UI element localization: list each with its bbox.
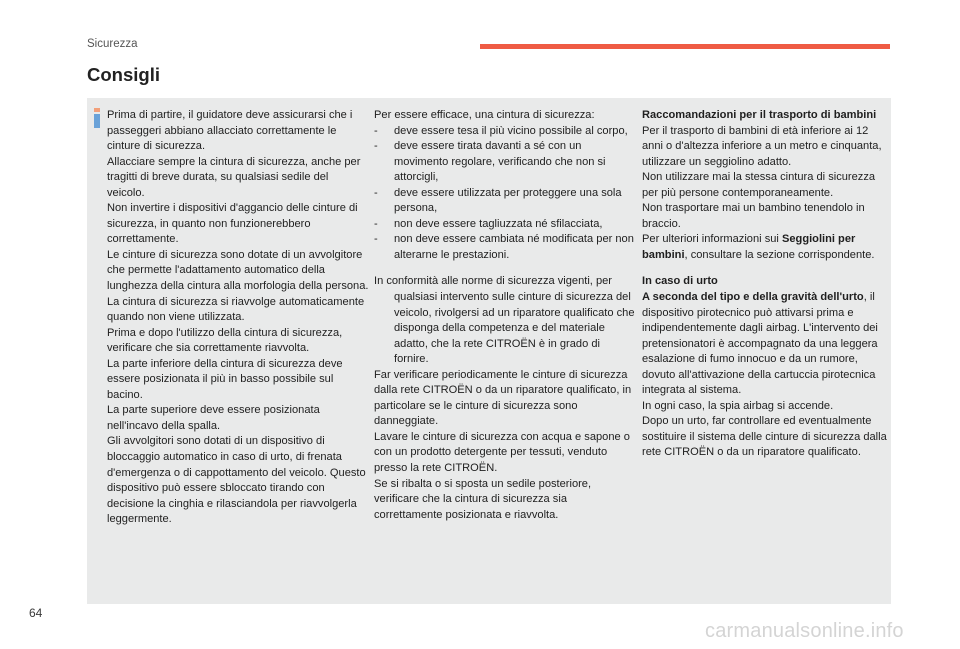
children-and-crash-column	[642, 108, 892, 461]
list-item	[374, 124, 636, 140]
header-accent-bar	[480, 44, 890, 49]
paragraph: Dopo un urto, far controllare ed eventualmente sostituire il sistema delle cinture di sicurezza dalla rete CITROËN o da un riparatore qualificato.	[642, 415, 887, 459]
list-item	[374, 217, 636, 233]
more-info-suffix: , consultare la sezione corrispondente.	[684, 248, 875, 261]
seatbelt-efficiency-column	[374, 108, 636, 523]
more-info-paragraph	[642, 232, 892, 263]
list-marker: -	[374, 124, 378, 137]
watermark: carmanualsonline.info	[705, 620, 904, 642]
paragraph: Non utilizzare mai la stessa cintura di sicurezza per più persone contemporaneamente.	[642, 171, 876, 199]
paragraph: Le cinture di sicurezza sono dotate di un avvolgitore che permette l'adattamento automatico della lunghezza della cintura alla morfologia della persona. La cintura di sicurezza si riavvolge automaticamente quando non viene utilizzata.	[107, 248, 369, 324]
list-marker: -	[374, 217, 378, 230]
list-item-text: non deve essere cambiata né modificata per non alterarne le prestazioni.	[394, 233, 634, 261]
paragraph: Lavare le cinture di sicurezza con acqua e sapone o con un prodotto detergente per tessuti, venduto presso la rete CITROËN.	[374, 430, 630, 475]
paragraph: Per il trasporto di bambini di età inferiore ai 12 anni o d'altezza inferiore a un metro e cinquanta, utilizzare un seggiolino adatto.	[642, 124, 882, 168]
conformity-paragraph: In conformità alle norme di sicurezza vigenti, per qualsiasi intervento sulle cinture di sicurezza del veicolo, rivolgersi ad un riparatore qualificato che disponga della competenza e del materiale adatto, che la rete CITROËN è in grado di fornire.	[374, 275, 635, 366]
list-intro: Per essere efficace, una cintura di sicurezza:	[374, 109, 595, 121]
crash-heading-text: In caso di urto	[642, 275, 718, 288]
paragraph: La parte inferiore della cintura di sicurezza deve essere posizionata il più in basso possibile sul bacino.	[107, 357, 343, 401]
paragraph: In ogni caso, la spia airbag si accende.	[642, 399, 834, 412]
list-item-text: non deve essere tagliuzzata né sfilacciata,	[394, 217, 603, 230]
page-title: Consigli	[87, 64, 160, 85]
list-marker: -	[374, 186, 378, 199]
paragraph: Non trasportare mai un bambino tenendolo in braccio.	[642, 202, 865, 230]
paragraph: Allacciare sempre la cintura di sicurezza, anche per tragitti di breve durata, su qualsiasi sedile del veicolo.	[107, 155, 361, 199]
section-label: Sicurezza	[87, 38, 138, 50]
list-item-text: deve essere utilizzata per proteggere una sola persona,	[394, 186, 622, 215]
paragraph: Far verificare periodicamente le cinture di sicurezza dalla rete CITROËN o da un riparatore qualificato, in particolare se le cinture di sicurezza sono danneggiate.	[374, 368, 632, 428]
children-heading-text: Raccomandazioni per il trasporto di bambini	[642, 109, 877, 121]
paragraph: La parte superiore deve essere posizionata nell'incavo della spalla.	[107, 404, 320, 432]
more-info-prefix: Per ulteriori informazioni sui	[642, 233, 782, 246]
paragraph: Prima e dopo l'utilizzo della cintura di sicurezza, verificare che sia correttamente riavvolta.	[107, 326, 343, 355]
list-item	[374, 232, 636, 263]
child-seats-reference: Seggiolini per bambini	[642, 233, 856, 261]
paragraph: Gli avvolgitori sono dotati di un dispositivo di bloccaggio automatico in caso di urto, di frenata d'emergenza o di cappottamento del veicolo. Questo dispositivo può essere sbloccato tirando con decisione la cinghia e rilasciandola per riavvolgerla leggermente.	[107, 435, 366, 526]
info-icon	[92, 108, 102, 128]
crash-subheading: A seconda del tipo e della gravità dell'urto	[642, 291, 864, 304]
crash-heading	[642, 274, 892, 290]
paragraph: Prima di partire, il guidatore deve assicurarsi che i passeggeri abbiano allacciato correttamente le cinture di sicurezza.	[107, 109, 353, 153]
paragraph: Se si ribalta o si sposta un sedile posteriore, verificare che la cintura di sicurezza sia correttamente posizionata e riavvolta.	[374, 477, 592, 521]
list-item-text: deve essere tirata davanti a sé con un movimento regolare, verificando che non si attorcigli,	[394, 140, 606, 184]
crash-intro-text: , il dispositivo pirotecnico può attivarsi prima e indipendentemente dagli airbag. L'intervento dei pretensionatori è accompagnato da una leggera esalazione di fumo innocuo e da un rumore, dovuto all'attivazione della cartuccia pirotecnica integrata al sistema.	[642, 291, 878, 397]
list-item	[374, 139, 636, 186]
list-marker: -	[374, 140, 378, 153]
list-item-text: deve essere tesa il più vicino possibile al corpo,	[394, 124, 628, 137]
children-heading	[642, 108, 892, 124]
paragraph: Non invertire i dispositivi d'aggancio delle cinture di sicurezza, in quanto non funzionerebbero correttamente.	[107, 202, 358, 246]
crash-intro-paragraph	[642, 290, 892, 399]
list-marker: -	[374, 233, 378, 246]
seatbelt-advice-column	[107, 108, 369, 528]
page-number: 64	[29, 606, 43, 620]
list-item	[374, 186, 636, 217]
